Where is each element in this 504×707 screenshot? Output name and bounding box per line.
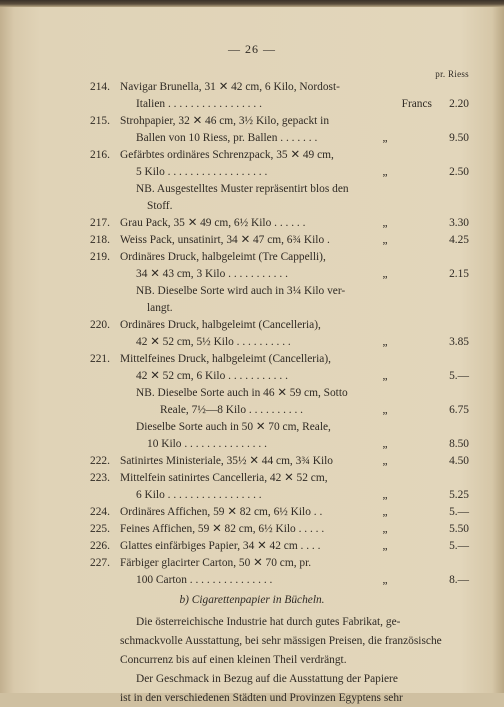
item-number: 225. <box>90 523 110 535</box>
list-item <box>0 470 504 487</box>
paragraph-line: Die österreichische Industrie hat durch gutes Fabrikat, ge- <box>136 616 401 628</box>
page-number: — 26 — <box>228 42 276 56</box>
item-description: 100 Carton . . . . . . . . . . . . . . . <box>136 574 273 586</box>
list-item <box>0 130 504 147</box>
list-item <box>0 283 504 300</box>
item-description: Mittelfeines Druck, halbgeleimt (Cancelleria), <box>120 353 331 365</box>
item-price: 9.50 <box>449 132 469 144</box>
list-item <box>0 419 504 436</box>
list-item <box>0 504 504 521</box>
item-description: Reale, 7½—8 Kilo . . . . . . . . . . <box>160 404 304 416</box>
ditto-mark: „ <box>382 523 388 535</box>
item-price: 6.75 <box>449 404 469 416</box>
list-item <box>0 266 504 283</box>
list-item <box>0 572 504 589</box>
item-description: Grau Pack, 35 ✕ 49 cm, 6½ Kilo . . . . . . <box>120 217 306 229</box>
item-number: 220. <box>90 319 110 331</box>
ditto-mark: „ <box>382 268 388 280</box>
item-description: 5 Kilo . . . . . . . . . . . . . . . . . . <box>136 166 268 178</box>
item-number: 217. <box>90 217 110 229</box>
item-description: Italien . . . . . . . . . . . . . . . . . <box>136 98 262 110</box>
item-number: 219. <box>90 251 110 263</box>
item-price: 5.— <box>449 370 469 382</box>
item-description: Gefärbtes ordinäres Schrenzpack, 35 ✕ 49 cm, <box>120 149 334 161</box>
ditto-mark: „ <box>382 234 388 246</box>
item-price: 2.50 <box>449 166 469 178</box>
paragraph-line: ist in den verschiedenen Städten und Provinzen Egyptens sehr <box>120 692 403 704</box>
item-description: Strohpapier, 32 ✕ 46 cm, 3½ Kilo, gepackt in <box>120 115 330 127</box>
list-item <box>0 249 504 266</box>
list-item <box>0 181 504 198</box>
list-item <box>0 351 504 368</box>
item-price: 3.30 <box>449 217 469 229</box>
item-description: Navigar Brunella, 31 ✕ 42 cm, 6 Kilo, Nordost- <box>120 81 340 93</box>
item-description: NB. Ausgestelltes Muster repräsentirt blos den <box>136 183 349 195</box>
item-description: Ordinäres Druck, halbgeleimt (Cancelleria), <box>120 319 321 331</box>
item-description: Feines Affichen, 59 ✕ 82 cm, 6½ Kilo . . . . . <box>120 523 325 535</box>
list-item <box>0 453 504 470</box>
list-item <box>0 555 504 572</box>
item-price: 8.— <box>449 574 469 586</box>
item-description: Stoff. <box>147 200 173 212</box>
ditto-mark: „ <box>382 132 388 144</box>
ditto-mark: „ <box>382 370 388 382</box>
list-item <box>0 368 504 385</box>
list-item <box>0 113 504 130</box>
item-number: 226. <box>90 540 110 552</box>
ditto-mark: „ <box>382 217 388 229</box>
list-item <box>0 317 504 334</box>
item-price: 5.50 <box>449 523 469 535</box>
item-number: 214. <box>90 81 110 93</box>
item-description: NB. Dieselbe Sorte auch in 46 ✕ 59 cm, Sotto <box>136 387 348 399</box>
item-description: langt. <box>147 302 173 314</box>
section-heading: b) Cigarettenpapier in Bücheln. <box>179 594 325 606</box>
item-number: 224. <box>90 506 110 518</box>
item-price: 5.— <box>449 540 469 552</box>
list-item <box>0 96 504 113</box>
item-description: 42 ✕ 52 cm, 6 Kilo . . . . . . . . . . . <box>136 370 288 382</box>
list-item <box>0 198 504 215</box>
list-item <box>0 385 504 402</box>
item-description: 42 ✕ 52 cm, 5½ Kilo . . . . . . . . . . <box>136 336 291 348</box>
ditto-mark: „ <box>382 455 388 467</box>
list-item <box>0 164 504 181</box>
list-item <box>0 521 504 538</box>
item-price: 4.25 <box>449 234 469 246</box>
list-item <box>0 215 504 232</box>
item-price: 5.25 <box>449 489 469 501</box>
ditto-mark: „ <box>382 574 388 586</box>
item-description: Ordinäres Druck, halbgeleimt (Tre Cappelli), <box>120 251 326 263</box>
ditto-mark: „ <box>382 166 388 178</box>
item-number: 222. <box>90 455 110 467</box>
item-description: NB. Dieselbe Sorte wird auch in 3¼ Kilo ver- <box>136 285 346 297</box>
list-item <box>0 334 504 351</box>
ditto-mark: „ <box>382 404 388 416</box>
price-column-header: pr. Riess <box>435 69 469 79</box>
item-description: Färbiger glacirter Carton, 50 ✕ 70 cm, pr. <box>120 557 312 569</box>
list-item <box>0 436 504 453</box>
item-description: 6 Kilo . . . . . . . . . . . . . . . . . <box>136 489 262 501</box>
item-price: 2.20 <box>449 98 469 110</box>
list-item <box>0 79 504 96</box>
item-description: Dieselbe Sorte auch in 50 ✕ 70 cm, Reale, <box>136 421 331 433</box>
list-item <box>0 538 504 555</box>
item-description: Glattes einfärbiges Papier, 34 ✕ 42 cm . . . . <box>120 540 321 552</box>
paragraph-line: Der Geschmack in Bezug auf die Ausstattung der Papiere <box>136 673 398 685</box>
item-price: 5.— <box>449 506 469 518</box>
list-item <box>0 232 504 249</box>
item-number: 223. <box>90 472 110 484</box>
item-price: 4.50 <box>449 455 469 467</box>
ditto-mark: „ <box>382 540 388 552</box>
item-description: Ordinäres Affichen, 59 ✕ 82 cm, 6½ Kilo . . <box>120 506 323 518</box>
ditto-mark: „ <box>382 438 388 450</box>
currency-label: Francs <box>401 98 432 110</box>
item-price: 3.85 <box>449 336 469 348</box>
item-price: 8.50 <box>449 438 469 450</box>
list-item <box>0 300 504 317</box>
paragraph-line: Concurrenz bis auf einen kleinen Theil verdrängt. <box>120 654 347 666</box>
item-number: 218. <box>90 234 110 246</box>
item-number: 216. <box>90 149 110 161</box>
ditto-mark: „ <box>382 489 388 501</box>
item-description: Ballen von 10 Riess, pr. Ballen . . . . . . . <box>136 132 318 144</box>
list-item <box>0 402 504 419</box>
ditto-mark: „ <box>382 336 388 348</box>
list-item <box>0 487 504 504</box>
list-item <box>0 147 504 164</box>
item-price: 2.15 <box>449 268 469 280</box>
item-description: Mittelfein satinirtes Cancelleria, 42 ✕ 52 cm, <box>120 472 328 484</box>
item-description: 10 Kilo . . . . . . . . . . . . . . . <box>147 438 267 450</box>
item-description: Satinirtes Ministeriale, 35½ ✕ 44 cm, 3¾ Kilo <box>120 455 333 467</box>
item-number: 221. <box>90 353 110 365</box>
item-number: 215. <box>90 115 110 127</box>
ditto-mark: „ <box>382 506 388 518</box>
item-number: 227. <box>90 557 110 569</box>
item-description: 34 ✕ 43 cm, 3 Kilo . . . . . . . . . . . <box>136 268 288 280</box>
paragraph-line: schmackvolle Ausstattung, bei sehr mässigen Preisen, die französische <box>120 635 442 647</box>
page-top-edge <box>0 0 504 7</box>
item-description: Weiss Pack, unsatinirt, 34 ✕ 47 cm, 6¾ Kilo . <box>120 234 330 246</box>
